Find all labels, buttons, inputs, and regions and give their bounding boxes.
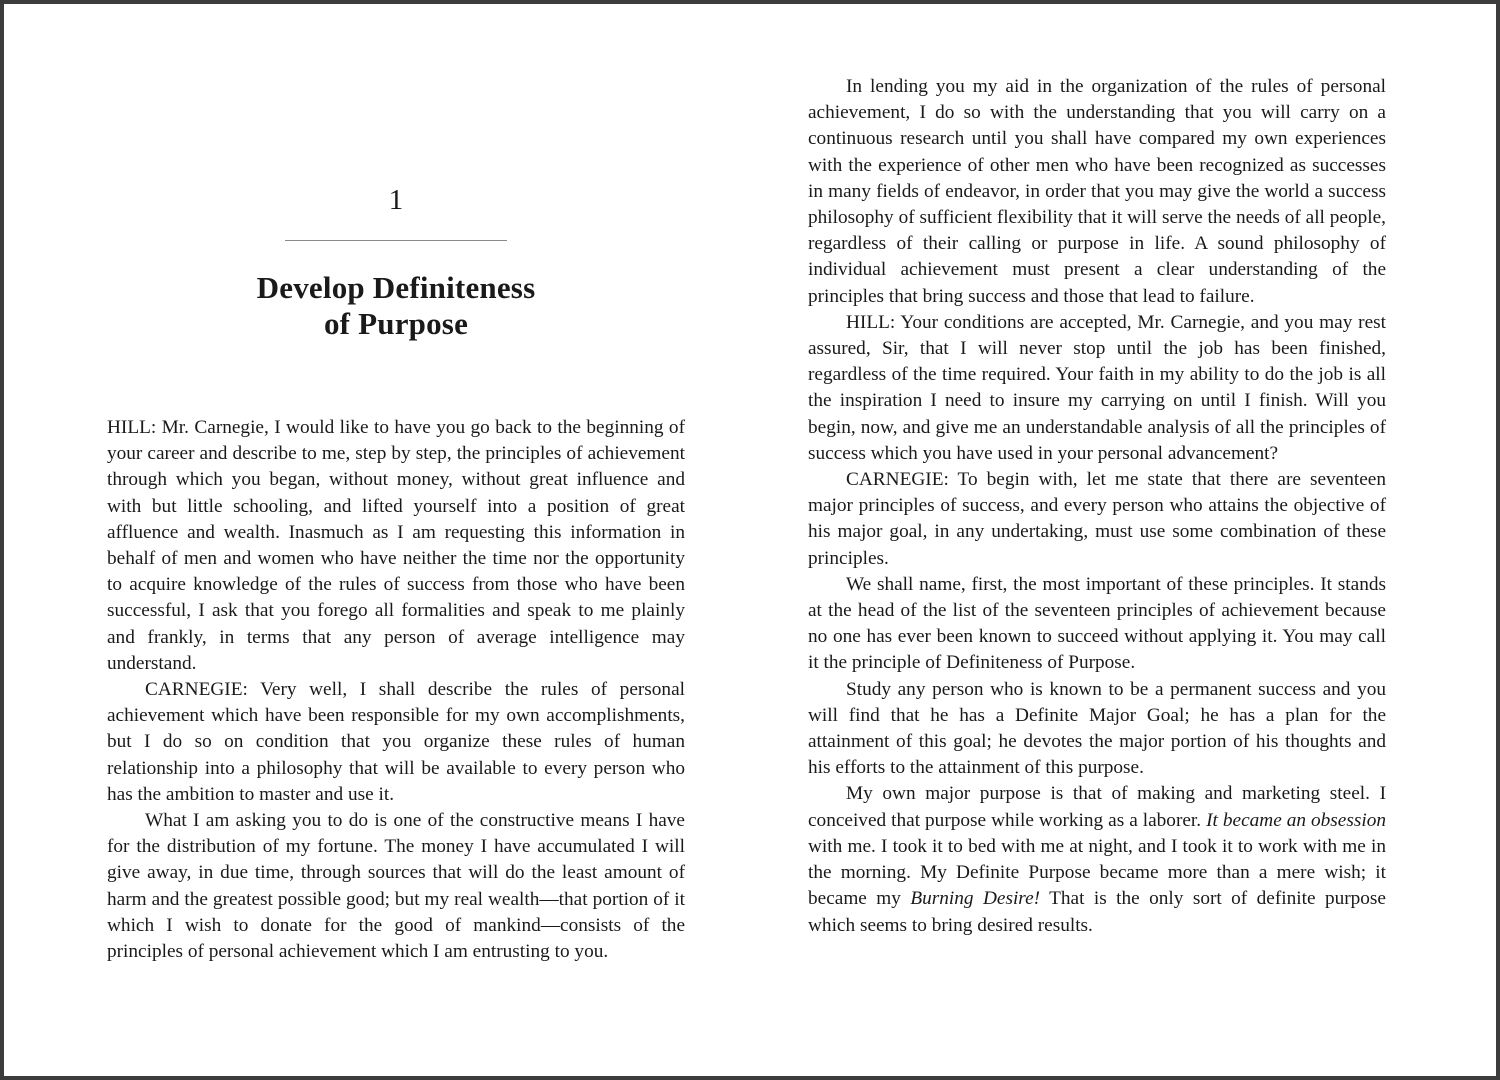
paragraph: HILL: Mr. Carnegie, I would like to have you go back to the beginning of your career and describe to me, step by step, the principles of achievement through which you began, without money, without great influence and with but little schooling, and lifted yourself into a position of great affluence and wealth. Inasmuch as I am requesting this information in behalf of men and women who have neither the time nor the opportunity to acquire knowledge of the rules of success from those who have been successful, I ask that you forego all formalities and speak to me plainly and frankly, in terms that any person of average intelligence may understand. — [107, 417, 685, 674]
paragraph: We shall name, first, the most important of these principles. It stands at the head of the list of the seventeen principles of achievement because no one has ever been known to succeed without applying it. You may call it the principle of Definiteness of Purpose. — [808, 573, 1386, 674]
chapter-title-line-1: Develop Definiteness — [256, 270, 536, 305]
text-run: That is the only sort of definite purpose which seems to bring desired results. — [808, 888, 1386, 936]
chapter-title — [107, 270, 685, 342]
paragraph: HILL: Your conditions are accepted, Mr. Carnegie, and you may rest assured, Sir, that I will never stop until the job has been finished, regardless of the time required. Your faith in my ability to do the job is all the inspiration I need to insure my carrying on until I finish. Will you begin, now, and give me an understandable analysis of all the principles of success which you have used in your personal advancement? — [808, 311, 1386, 464]
chapter-title-line-2: of Purpose — [323, 306, 469, 341]
italic-text-run: It became an obsession — [1206, 809, 1387, 831]
paragraph: Study any person who is known to be a permanent success and you will find that he has a Definite Major Goal; he has a plan for the attainment of this goal; he devotes the major portion of his thoughts and his efforts to the attainment of this purpose. — [808, 678, 1386, 779]
right-page — [808, 4, 1386, 1076]
right-page-body — [808, 74, 1386, 939]
left-page — [107, 4, 685, 1076]
paragraph: What I am asking you to do is one of the constructive means I have for the distribution of my fortune. The money I have accumulated I will give away, in due time, through sources that will do the least amount of harm and the greatest possible good; but my real wealth—that portion of it which I wish to donate for the good of mankind—consists of the principles of personal achievement which I am entrusting to you. — [107, 810, 685, 963]
paragraph-with-emphasis — [808, 781, 1386, 938]
book-spread — [4, 4, 1496, 1076]
left-page-body — [107, 415, 685, 965]
text-run: with me. I took it to bed with me at night, and I took it to work with me in the morning. My Definite Purpose became more than a mere wish; it became my — [808, 835, 1386, 910]
chapter-divider — [285, 240, 507, 241]
paragraph: CARNEGIE: Very well, I shall describe the rules of personal achievement which have been responsible for my own accomplishments, but I do so on condition that you organize these rules of human relationship into a philosophy that will be available to every person who has the ambition to master and use it. — [107, 679, 685, 805]
paragraph: CARNEGIE: To begin with, let me state that there are seventeen major principles of success, and every person who attains the objective of his major goal, in any undertaking, must use some combination of these principles. — [808, 469, 1386, 569]
italic-text-run: Burning Desire! — [910, 888, 1041, 910]
paragraph: In lending you my aid in the organization of the rules of personal achievement, I do so with the understanding that you will carry on a continuous research until you shall have compared my own experiences with the experience of other men who have been recognized as successes in many fields of endeavor, in order that you may give the world a success philosophy of sufficient flexibility that it will serve the needs of all people, regardless of their calling or purpose in life. A sound philosophy of individual achievement must present a clear understanding of the principles that bring success and those that lead to failure. — [808, 76, 1386, 307]
chapter-number: 1 — [388, 184, 404, 216]
text-run: My own major purpose is that of making and marketing steel. I conceived that purpose while working as a laborer. — [808, 783, 1386, 831]
